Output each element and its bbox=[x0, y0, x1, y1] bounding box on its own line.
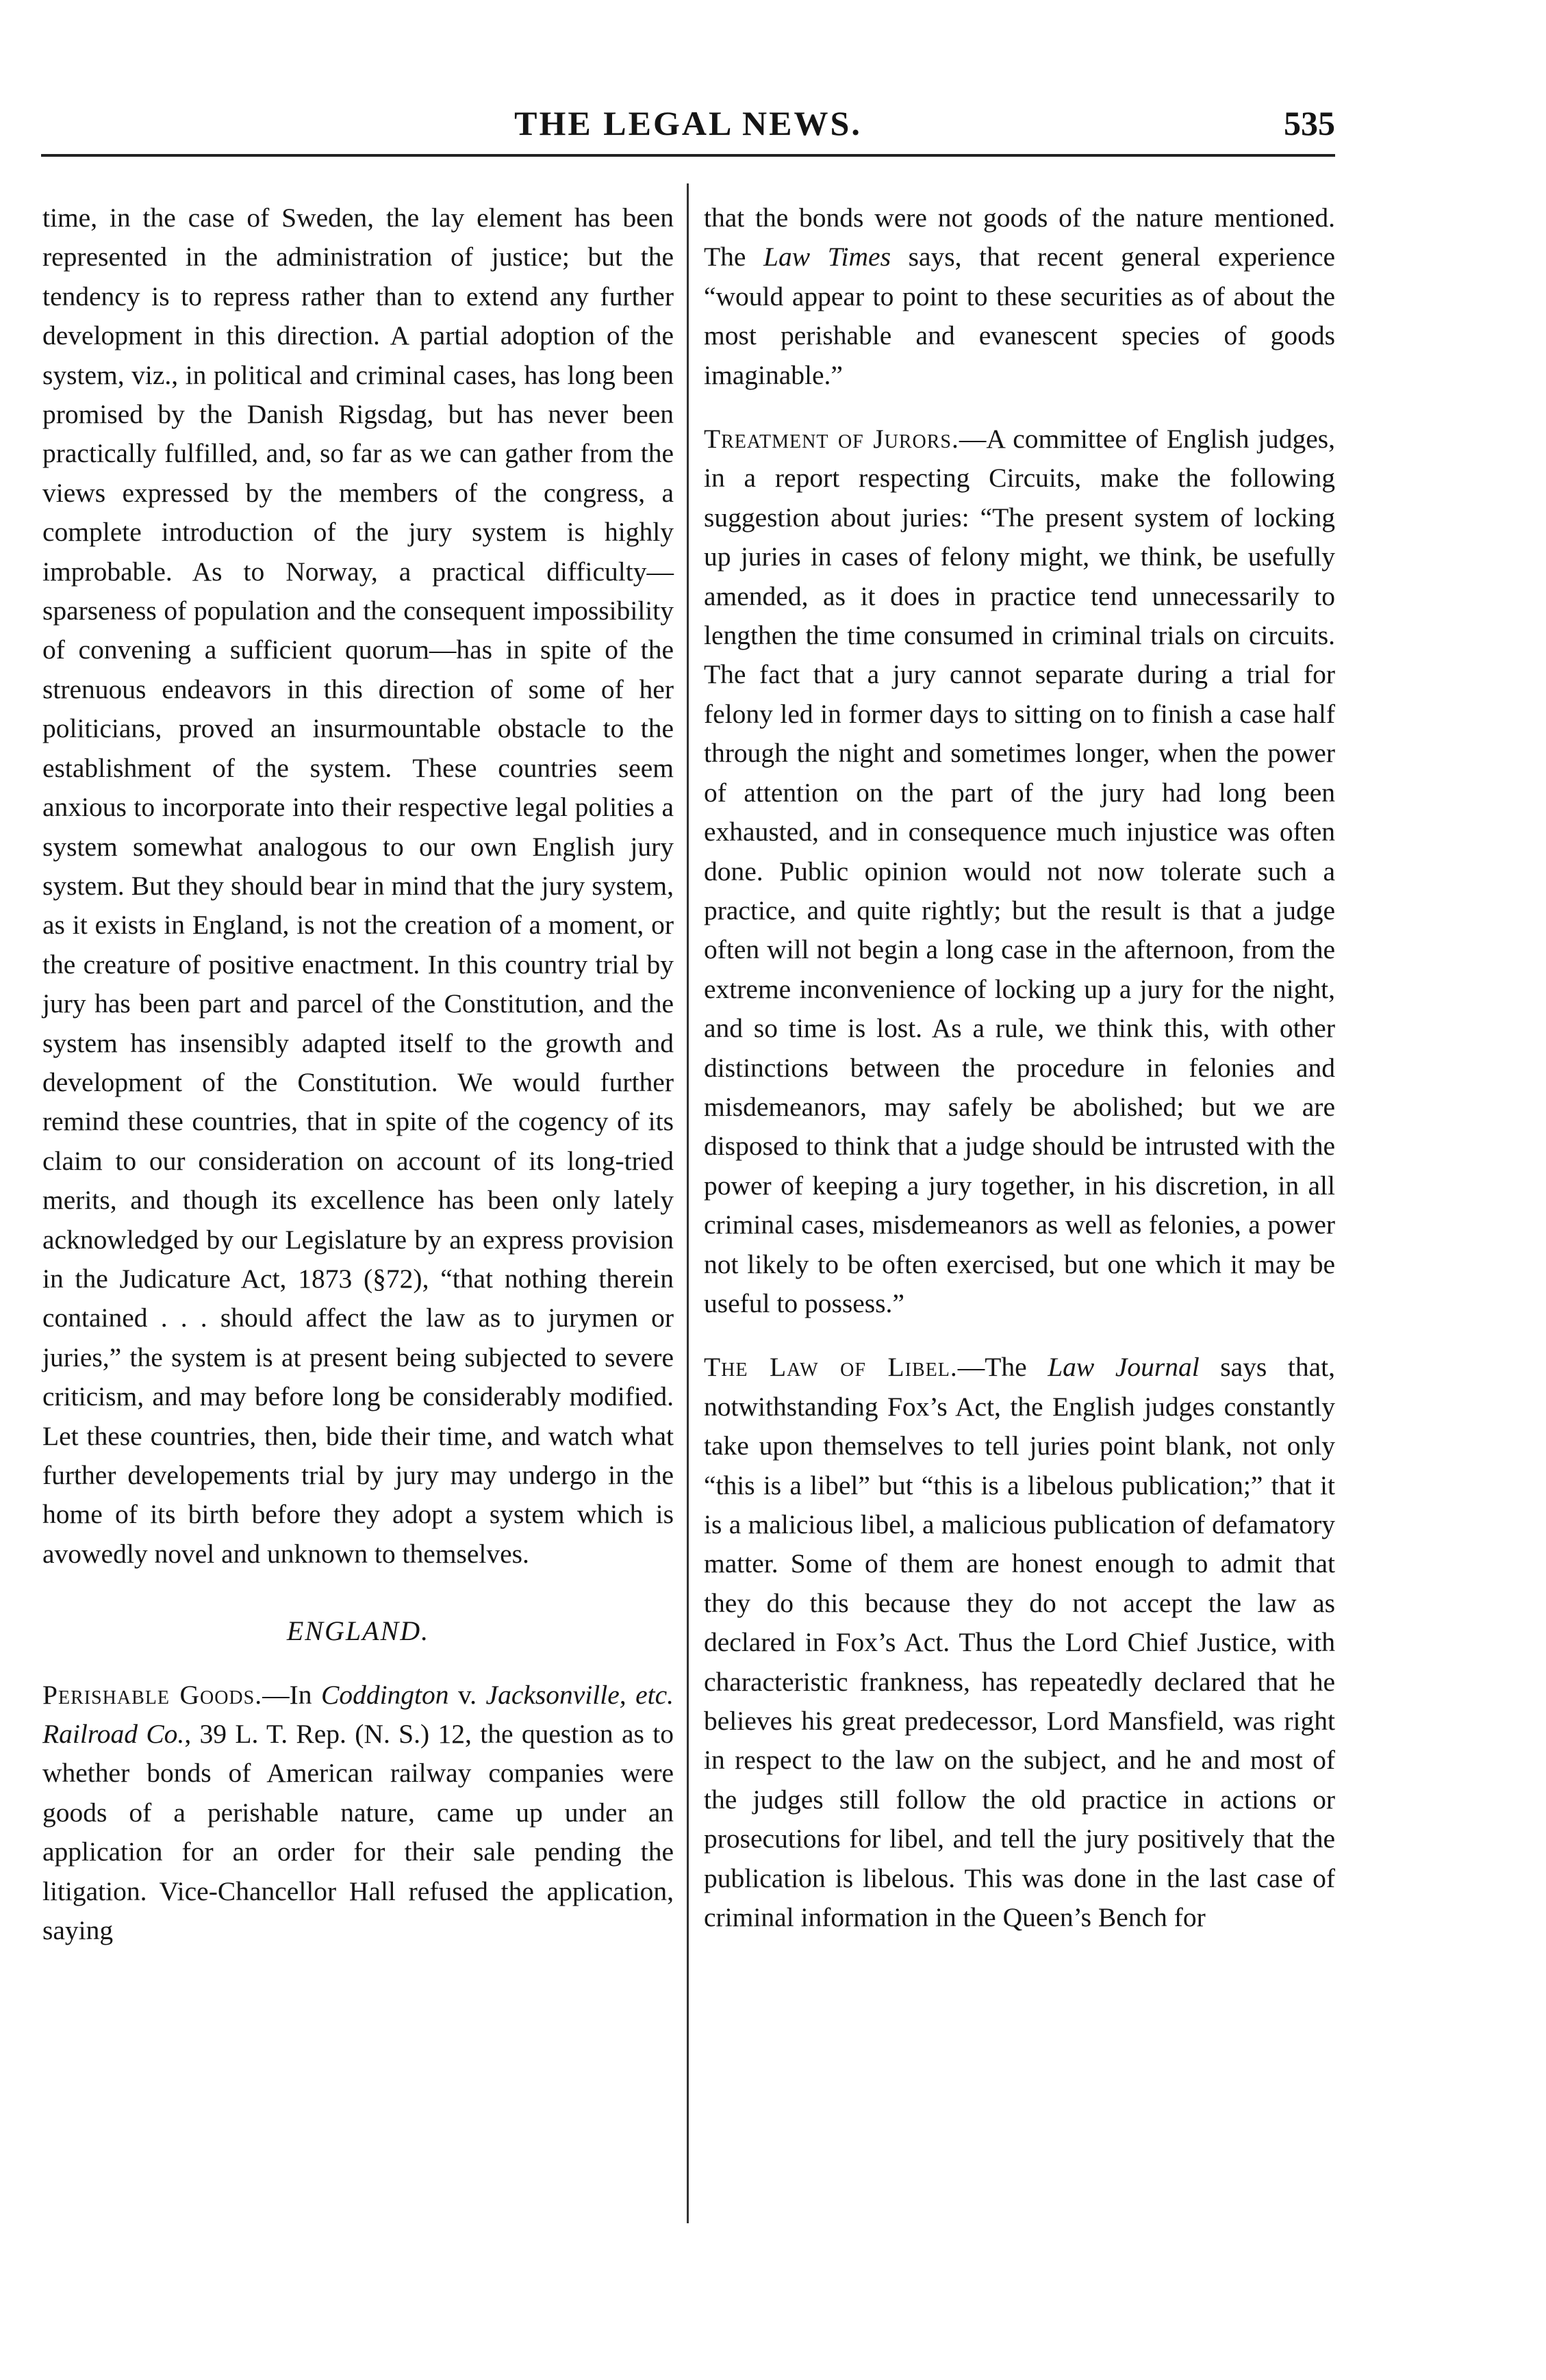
case-name-plaintiff: Coddington bbox=[320, 1679, 449, 1710]
body-text: says, that recent general experience “would appear to point to these securities as of about the most perishable and evanescent species of goods imaginable.” bbox=[704, 242, 1335, 390]
publication-name: Law Times bbox=[763, 242, 891, 272]
left-column bbox=[42, 199, 674, 1950]
running-title: THE LEGAL NEWS. bbox=[514, 104, 862, 142]
publication-name: Law Journal bbox=[1048, 1352, 1200, 1383]
right-column bbox=[704, 199, 1335, 1937]
paragraph-treatment-of-jurors bbox=[704, 420, 1335, 1323]
run-in-heading-perishable-goods: Perishable Goods. bbox=[42, 1679, 263, 1710]
run-in-heading-treatment-of-jurors: Treatment of Jurors. bbox=[704, 424, 959, 455]
body-text: —A committee of English judges, in a report respecting Circuits, make the following suggestion about juries: “The present system of locking up juries in cases of felony might, we think, be usefully amended, as it does in practice tend unnecessarily to lengthen the time consumed in criminal trials on circuits. The fact that a jury cannot separate during a trial for felony led in former days to sitting on to finish a case half through the night and sometimes longer, when the power of attention on the part of the jury had long been exhausted, and in consequence much injustice was often done. Public opinion would not now tolerate such a practice, and quite rightly; but the result is that a judge often will not begin a long case in the afternoon, from the extreme inconvenience of locking up a jury for the night, and so time is lost. As a rule, we think this, with other distinctions between the procedure in felonies and misdemeanors, may safely be abolished; but we are disposed to think that a judge should be intrusted with the power of keeping a jury together, in his discretion, in all criminal cases, misdemeanors as well as felonies, a power not likely to be often exercised, but one which it may be useful to possess.” bbox=[704, 424, 1336, 1318]
page-header bbox=[41, 96, 1335, 151]
paragraph-perishable-goods bbox=[42, 1676, 674, 1951]
page-number: 535 bbox=[1284, 104, 1335, 142]
run-in-heading-law-of-libel: The Law of Libel. bbox=[704, 1352, 958, 1383]
paragraph-law-of-libel bbox=[704, 1348, 1335, 1937]
column-divider bbox=[687, 183, 689, 2223]
paragraph-jury-system: time, in the case of Sweden, the lay element has been represented in the administration of justice; but the tendency is to repress rather than to extend any further development in this direction. A partial adoption of the system, viz., in political and criminal cases, has long been promised by the Danish Rigsdag, but has never been practically fulfilled, and, so far as we can gather from the views expressed by the members of the congress, a complete introduction of the jury system is highly improbable. As to Norway, a practical difficulty—sparseness of population and the consequent impossibility of convening a sufficient quorum—has in spite of the strenuous endeavors in this direction of some of her politicians, proved an insurmountable obstacle to the establishment of the system. These countries seem anxious to incorporate into their respective legal polities a system somewhat analogous to our own English jury system. But they should bear in mind that the jury system, as it exists in England, is not the creation of a moment, or the creature of positive enactment. In this country trial by jury has been part and parcel of the Constitution, and the system has insensibly adapted itself to the growth and development of the Constitution. We would further remind these countries, that in spite of the cogency of its claim to our consideration on account of its long-tried merits, and though its excellence has been only lately acknowledged by our Legislature by an express provision in the Judicature Act, 1873 (§72), “that nothing therein contained . . . should affect the law as to jurymen or juries,” the system is at present being subjected to severe criticism, and may before long be considerably modified. Let these countries, then, bide their time, and watch what further developements trial by jury may undergo in the home of its birth before they adopt a system which is avowedly novel and unknown to themselves. bbox=[42, 203, 674, 1569]
body-text: , 39 L. T. Rep. (N. S.) 12, the question as to whether bonds of American railway companies were goods of a perishable nature, came up under an application for an order for their sale pending the litigation. Vice-Chancellor Hall refused the application, saying bbox=[42, 1719, 674, 1946]
section-heading-england: ENGLAND. bbox=[286, 1615, 430, 1647]
dash-text: —In bbox=[262, 1679, 321, 1710]
case-name-defendant: Jacksonville, etc. Railroad Co. bbox=[42, 1679, 674, 1750]
body-text: says that, notwithstanding Fox’s Act, the English judges constantly take upon themselves to tell juries point blank, not only “this is a libel” but “this is a libelous publication;” that it is a malicious libel, a malicious publication of defamatory matter. Some of them are honest enough to admit that they do this because they do not accept the law as declared in Fox’s Act. Thus the Lord Chief Justice, with characteristic frankness, has repeatedly declared that he believes his great predecessor, Lord Mansfield, was right in respect to the law on the subject, and he and most of the judges still follow the old practice in actions or prosecutions for libel, and tell the jury positively that the publication is libelous. This was done in the last case of criminal information in the Queen’s Bench for bbox=[704, 1352, 1335, 1933]
dash-text: —The bbox=[957, 1352, 1048, 1383]
body-text: that the bonds were not goods of the nature mentioned. The bbox=[704, 203, 1335, 272]
header-rule bbox=[41, 154, 1335, 157]
paragraph-bonds-continued bbox=[704, 199, 1335, 395]
versus-text: v. bbox=[448, 1679, 486, 1710]
